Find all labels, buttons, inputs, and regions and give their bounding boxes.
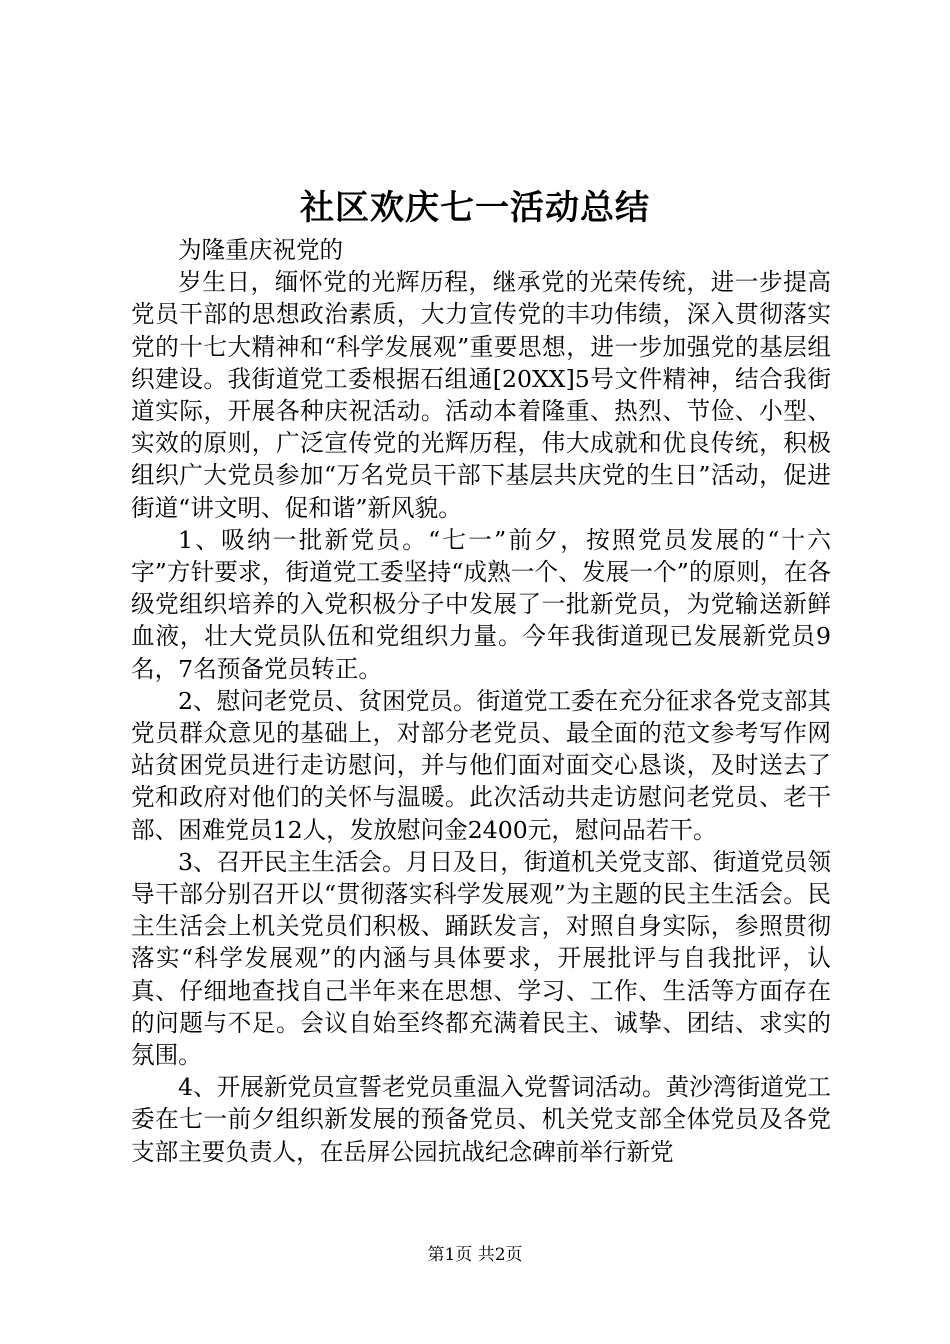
paragraph-item-1: 1、吸纳一批新党员。“七一”前夕，按照党员发展的“十六字”方针要求，街道党工委坚持“成熟一个、发展一个”的原则，在各级党组织培养的入党积极分子中发展了一批新党员，为党输送新鲜血液，壮大党员队伍和党组织力量。今年我街道现已发展新党员9名，7名预备党员转正。 <box>131 525 831 683</box>
page-title: 社区欢庆七一活动总结 <box>300 188 650 228</box>
page-footer: 第1页 共2页 <box>427 1245 523 1265</box>
paragraph-item-3: 3、召开民主生活会。月日及日，街道机关党支部、街道党员领导干部分别召开以“贯彻落实科学发展观”为主题的民主生活会。民主生活会上机关党员们积极、踊跃发言，对照自身实际，参照贯彻落实“科学发展观”的内涵与具体要求，开展批评与自我批评，认真、仔细地查找自己半年来在思想、学习、工作、生活等方面存在的问题与不足。会议自始至终都充满着民主、诚挚、团结、求实的氛围。 <box>131 847 831 1070</box>
document-body <box>131 234 831 1168</box>
paragraph-intro-continued: 岁生日，缅怀党的光辉历程，继承党的光荣传统，进一步提高党员干部的思想政治素质，大力宣传党的丰功伟绩，深入贯彻落实党的十七大精神和“科学发展观”重要思想，进一步加强党的基层组织建设。我街道党工委根据石组通[20XX]5号文件精神，结合我街道实际，开展各种庆祝活动。活动本着隆重、热烈、节俭、小型、实效的原则，广泛宣传党的光辉历程，伟大成就和优良传统，积极组织广大党员参加“万名党员干部下基层共庆党的生日”活动，促进街道“讲文明、促和谐”新风貌。 <box>131 268 831 522</box>
paragraph-item-2: 2、慰问老党员、贫困党员。街道党工委在充分征求各党支部其党员群众意见的基础上，对部分老党员、最全面的范文参考写作网站贫困党员进行走访慰问，并与他们面对面交心恳谈，及时送去了党和政府对他们的关怀与温暖。此次活动共走访慰问老党员、老干部、困难党员12人，发放慰问金2400元，慰问品若干。 <box>131 686 831 844</box>
paragraph-intro: 为隆重庆祝党的 <box>178 236 344 264</box>
paragraph-item-4: 4、开展新党员宣誓老党员重温入党誓词活动。黄沙湾街道党工委在七一前夕组织新发展的预备党员、机关党支部全体党员及各党支部主要负责人，在岳屏公园抗战纪念碑前举行新党 <box>131 1073 831 1166</box>
